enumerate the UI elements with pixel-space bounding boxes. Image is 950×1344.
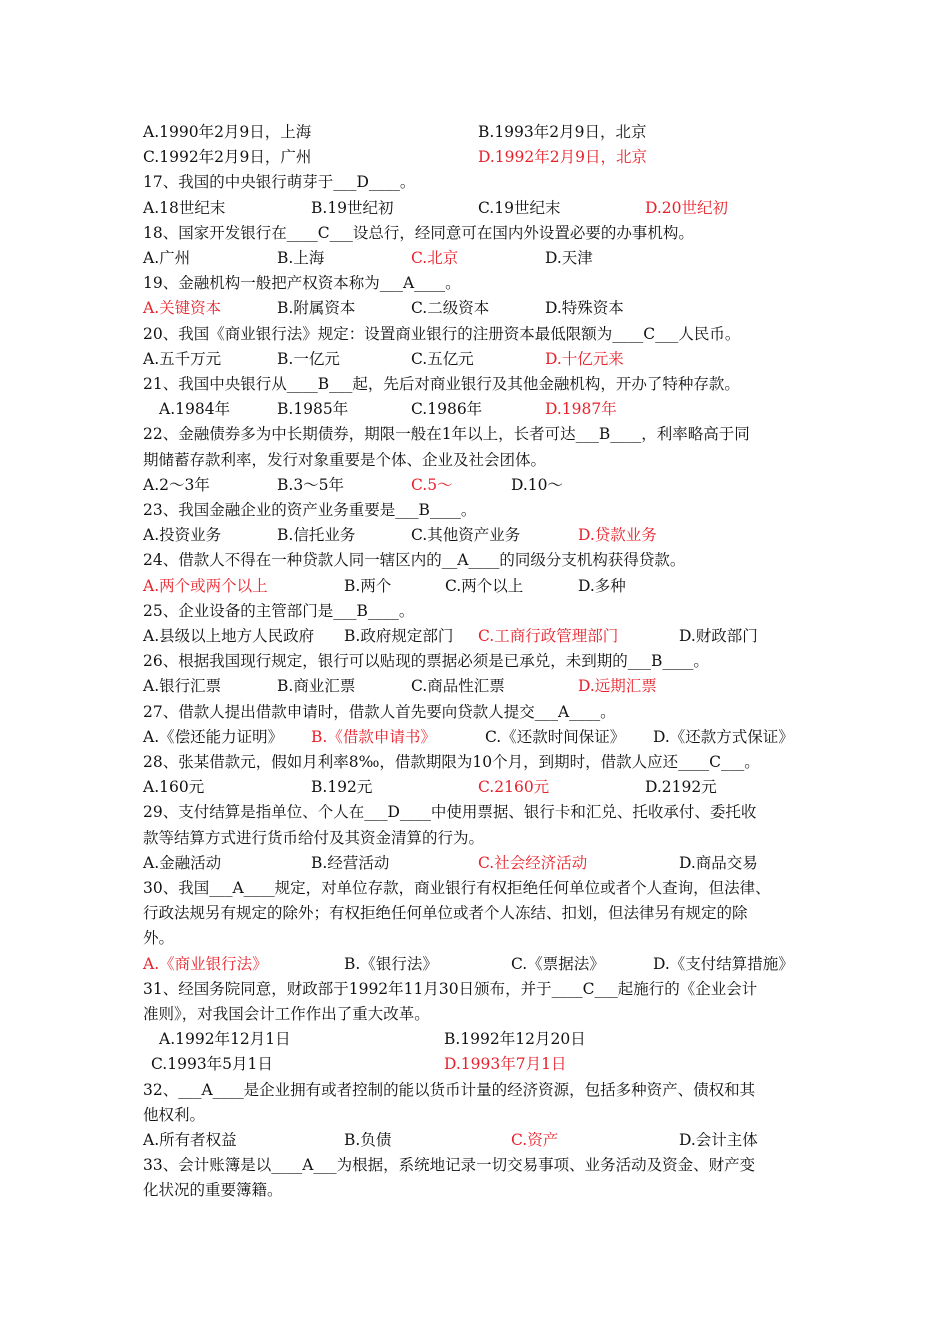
option: C.19世纪末 [478,198,561,217]
answer-option: A.关键资本 [143,299,222,318]
option: B.192元 [311,778,373,797]
question-text: 外。 [143,929,175,948]
question-text: 30、我国___A____规定，对单位存款，商业银行有权拒绝任何单位或者个人查询，但法律、 [143,879,771,897]
answer-option: D.1987年 [545,400,617,419]
options-row [143,851,823,876]
option: B.附属资本 [277,299,356,318]
question-text: 31、经国务院同意，财政部于1992年11月30日颁布，并于____C___起施行的《企业会计 [143,979,758,998]
answer-option: A.两个或两个以上 [143,576,268,595]
question-text: 21、我国中央银行从____B___起，先后对商业银行及其他金融机构，开办了特种存款。 [143,375,740,393]
option: D.10～ [511,475,564,494]
options-row [143,1128,823,1153]
options-row [143,775,823,800]
answer-option: C.2160元 [478,778,550,797]
answer-option: D.贷款业务 [578,526,657,545]
question-text: 28、张某借款元，假如月利率8‰，借款期限为10个月，到期时，借款人应还____C___。 [143,753,760,771]
option: C.1992年2月9日，广州 [143,148,312,167]
option: A.1984年 [159,400,231,419]
question-text: 18、国家开发银行在____C___设总行，经同意可在国内外设置必要的办事机构。 [143,223,694,242]
option: C.二级资本 [411,299,490,318]
option: A.18世纪末 [143,198,226,217]
answer-option: D.1992年2月9日，北京 [478,148,647,167]
option: B.3～5年 [277,475,345,494]
question-text: 26、根据我国现行规定，银行可以贴现的票据必须是已承兑，未到期的___B____。 [143,652,709,671]
options-row [143,574,823,599]
question-text: 27、借款人提出借款申请时，借款人首先要向贷款人提交___A____。 [143,702,616,721]
option: B.19世纪初 [311,198,394,217]
option: B.1992年12月20日 [444,1030,586,1049]
options-row [143,1052,823,1077]
options-row [143,246,823,271]
options-row [143,196,823,221]
option: B.负债 [344,1131,392,1149]
question-text: 33、会计账簿是以____A___为根据，系统地记录一切交易事项、业务活动及资金、财产变 [143,1156,756,1175]
option: D.2192元 [645,778,717,797]
option: A.投资业务 [143,526,222,545]
question-text: 17、我国的中央银行萌芽于___D____。 [143,173,416,192]
option: C.1993年5月1日 [151,1055,273,1074]
answer-option: C.社会经济活动 [478,853,588,872]
option: C.《还款时间保证》 [485,727,626,746]
option: D.《支付结算措施》 [653,954,794,973]
answer-option: A.《商业银行法》 [143,954,268,973]
answer-option: B.《借款申请书》 [311,727,436,746]
option: A.五千万元 [143,349,222,368]
answer-option: D.1993年7月1日 [444,1055,567,1074]
option: B.信托业务 [277,526,356,545]
option: B.经营活动 [311,853,390,872]
option: A.160元 [143,778,205,797]
option: D.多种 [578,576,626,595]
option: A.所有者权益 [143,1131,237,1149]
option: A.1992年12月1日 [159,1030,291,1049]
answer-option: C.工商行政管理部门 [478,627,619,645]
option: A.金融活动 [143,853,222,872]
option: D.天津 [545,249,593,267]
answer-option: D.十亿元来 [545,349,624,368]
question-text: 22、金融债券多为中长期债券，期限一般在1年以上，长者可达___B____，利率略高于同 [143,425,750,444]
option: D.商品交易 [679,853,758,872]
question-text: 29、支付结算是指单位、个人在___D____中使用票据、银行卡和汇兑、托收承付、委托收 [143,803,757,822]
answer-option: C.5～ [411,475,453,494]
options-row [143,624,823,649]
options-row [143,120,823,145]
option: C.商品性汇票 [411,677,505,696]
question-text: 化状况的重要簿籍。 [143,1181,283,1200]
options-row [143,296,823,321]
answer-option: C.资产 [511,1131,559,1149]
option: A.1990年2月9日，上海 [143,123,312,141]
option: A.广州 [143,249,191,267]
question-text: 准则》，对我国会计工作作出了重大改革。 [143,1005,430,1023]
option: B.1993年2月9日，北京 [478,123,647,141]
question-text: 24、借款人不得在一种贷款人同一辖区内的__A____的同级分支机构获得贷款。 [143,551,686,570]
question-text: 32、___A____是企业拥有或者控制的能以货币计量的经济资源，包括多种资产、债权和其 [143,1080,756,1099]
options-row [143,145,823,170]
options-row [143,725,823,750]
question-text: 款等结算方式进行货币给付及其资金清算的行为。 [143,828,485,847]
answer-option: D.远期汇票 [578,677,657,696]
option: C.两个以上 [445,576,524,595]
option: B.商业汇票 [277,677,356,696]
question-text: 20、我国《商业银行法》规定：设置商业银行的注册资本最低限额为____C___人民币。 [143,324,741,343]
option: B.上海 [277,249,325,267]
options-row [143,952,823,977]
option: D.《还款方式保证》 [653,727,794,746]
question-text: 25、企业设备的主管部门是___B____。 [143,601,415,620]
options-row [143,523,823,548]
option: A.2～3年 [143,475,210,494]
option: D.会计主体 [679,1131,758,1149]
option: D.特殊资本 [545,299,624,318]
question-text: 23、我国金融企业的资产业务重要是___B____。 [143,501,477,519]
option: A.银行汇票 [143,677,222,696]
question-text: 行政法规另有规定的除外；有权拒绝任何单位或者个人冻结、扣划，但法律另有规定的除 [143,904,748,923]
option: C.五亿元 [411,349,474,368]
option: A.《偿还能力证明》 [143,727,284,746]
option: B.两个 [344,576,392,595]
question-text: 19、金融机构一般把产权资本称为___A____。 [143,274,461,293]
options-row [143,473,823,498]
option: A.县级以上地方人民政府 [143,627,315,645]
option: B.《银行法》 [344,954,438,973]
question-text: 期储蓄存款利率，发行对象重要是个体、企业及社会团体。 [143,450,547,469]
answer-option: D.20世纪初 [645,198,729,217]
answer-option: C.北京 [411,249,459,267]
question-text: 他权利。 [143,1105,206,1124]
option: C.1986年 [411,400,483,419]
option: C.《票据法》 [511,954,605,973]
options-row [143,674,823,699]
options-row [143,1027,823,1052]
option: B.一亿元 [277,349,340,368]
option: D.财政部门 [679,627,758,645]
option: C.其他资产业务 [411,526,521,545]
options-row [143,397,823,422]
option: B.1985年 [277,400,349,419]
options-row [143,347,823,372]
option: B.政府规定部门 [344,627,454,645]
